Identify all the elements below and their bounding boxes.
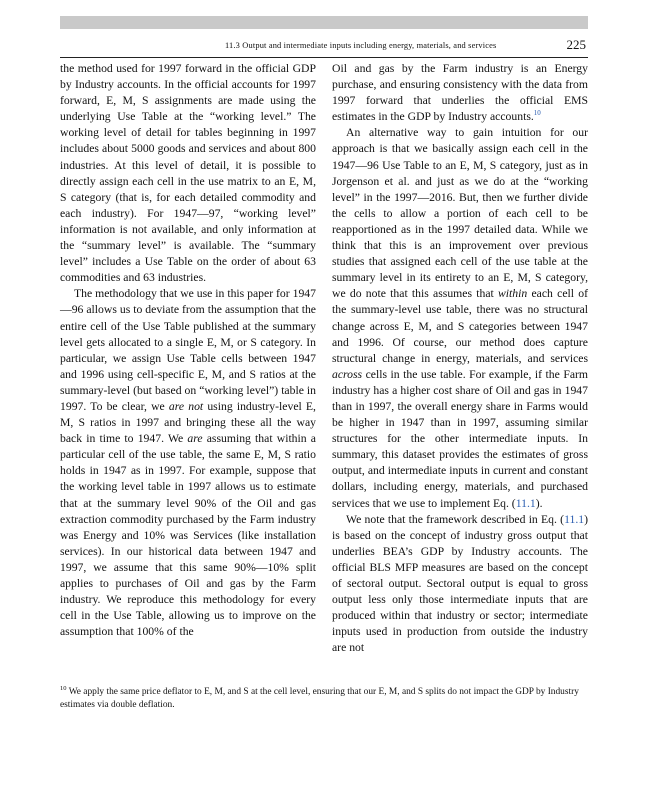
equation-link[interactable]: 11.1 (564, 512, 585, 526)
emphasis-are-not: are not (168, 399, 204, 413)
emphasis-are: are (187, 432, 203, 446)
right-column (332, 61, 588, 656)
left-column (60, 61, 316, 640)
emphasis-across: across (332, 367, 363, 381)
emphasis-within: within (498, 287, 528, 301)
paragraph-right-3: We note that the framework described in Eq. (11.1) is based on the concept of industry gross output that underlies BEA’s GDP by Industry accounts. The official BLS MFP measures are based on the concept of sectoral output. Sectoral output is equal to gross output less only those intermediate inputs that are produced within that industry or sector; intermediate inputs used in production from outside the industry are not (332, 512, 588, 655)
footnote-text: We apply the same price deflator to E, M, and S at the cell level, ensuring that our E, M, and S splits do not impact the GDP by Industry estimates via double deflation. (60, 687, 579, 710)
page-header (60, 37, 588, 58)
top-gray-bar (60, 16, 588, 29)
footnote-marker: 10 (60, 685, 67, 692)
page-number: 225 (566, 37, 586, 52)
footnote (60, 686, 588, 712)
paragraph-left-2: The methodology that we use in this paper for 1947—96 allows us to deviate from the assumption that the entire cell of the Use Table published at the summary level gets allocated to a single E, M, or S category. In particular, we assign Use Table cells between 1947 and 1996 using cell-specific E, M, and S ratios at the summary-level (but based on “working level”) table in 1997. To be clear, we are not using industry-level E, M, S ratios in 1997 and bringing these all the way back in time to 1947. We are assuming that within a particular cell of the use table, the same E, M, S ratio holds in 1947 as in 1997. For example, suppose that the working level table in 1997 allows us to estimate that at the summary level 90% of the Oil and gas extraction commodity purchased by the Farm industry was Energy and 10% was Services (like installation services). In our historical data between 1947 and 1997, we assume that this same 90%—10% split applies to purchases of Oil and gas by the Farm industry. We reproduce this methodology for every cell in the Use Table, allowing us to improve on the assumption that 100% of the (60, 287, 316, 639)
paragraph-left-1: the method used for 1997 forward in the official GDP by Industry accounts. In the official accounts for 1997 forward, E, M, S assignments are made using the underlying Use Table at the “working level.” The working level of detail for tables beginning in 1997 includes about 5000 goods and services and about 800 industries. At this level of detail, it is possible to directly assign each cell in the use matrix to an E, M, S category (that is, for each detailed commodity and each industry). For 1947—97, “working level” information is not available, and only information at the “summary level” is available. The “summary level” includes a Use Table on the order of about 63 commodities and 63 industries. (60, 62, 316, 285)
equation-link[interactable]: 11.1 (515, 496, 536, 510)
paragraph-right-2: An alternative way to gain intuition for our approach is that we basically assign each cell in the 1947—96 Use Table to an E, M, S category, just as in Jorgenson et al. and just as we do at the “working level” in the 1997—2016. But, then we further divide the cells to allow a portion of each cell to be reapportioned as in the 1997 detailed data. While we think that this is an improvement over previous studies that assigned each cell of the use table at the summary level in its entirety to an E, M, S category, we do note that this assumes that within each cell of the summary-level use table, there was no structural change across E, M, and S categories between 1947 and 1996. Of course, our method does capture structural change in energy, materials, and services across cells in the use table. For example, if the Farm industry has a higher cost share of Oil and gas in 1947 than in 1997, the overall energy share in Farms would be higher in 1947 than in 1997, assuming similar structures for the other intermediate inputs. In summary, this dataset provides the estimates of gross output, and intermediate inputs in current and constant dollars, including energy, materials, and purchased services that we use to implement Eq. (11.1). (332, 126, 588, 510)
running-head: 11.3 Output and intermediate inputs including energy, materials, and services (225, 41, 497, 50)
footnote-ref-10[interactable]: 10 (533, 109, 541, 118)
paragraph-right-1: Oil and gas by the Farm industry is an Energy purchase, and ensuring consistency with the data from 1997 forward that underlies the official EMS estimates in the GDP by Industry accounts.$^{10}$ (332, 62, 588, 124)
